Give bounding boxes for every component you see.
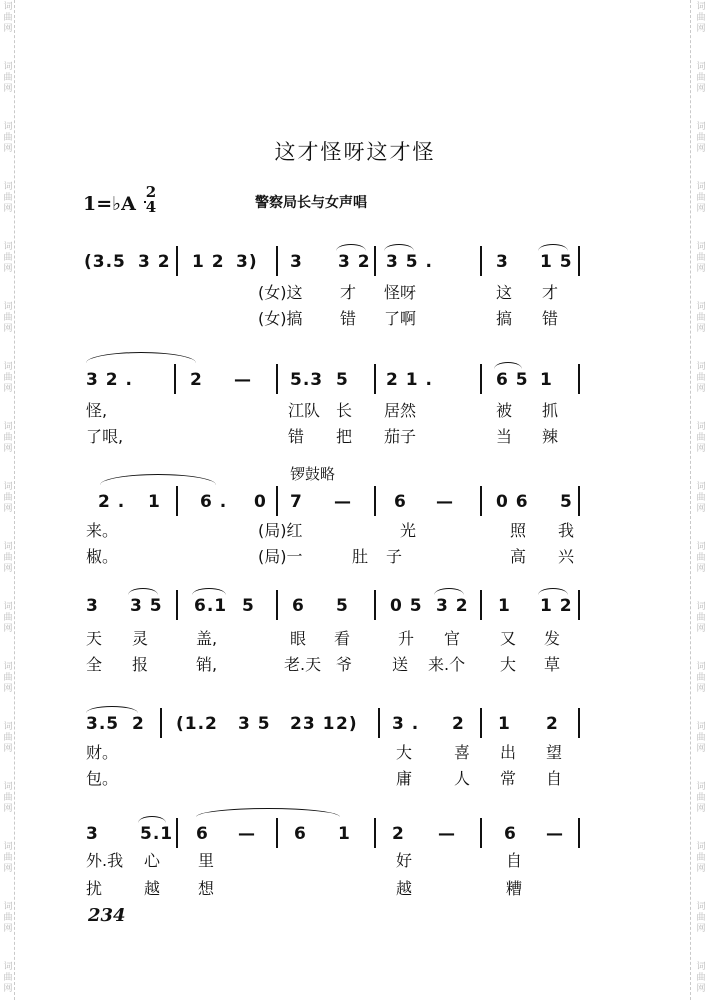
lyric: 想 [198, 879, 215, 898]
note: 3 2 [338, 252, 371, 272]
note: 3 2 [138, 252, 171, 272]
lyric: 发 [544, 629, 561, 648]
barline [174, 364, 176, 394]
barline [480, 486, 482, 516]
lyric: 当 [496, 427, 513, 446]
note: 2 [452, 714, 465, 734]
barline [160, 708, 162, 738]
note: 0 [254, 492, 267, 512]
note: 5.3 [290, 370, 324, 390]
watermark-stamp: 词 曲 网 [3, 362, 13, 394]
note: 1 [338, 824, 351, 844]
slur [336, 244, 366, 251]
watermark-stamp: 词 曲 网 [3, 182, 13, 214]
watermark-stamp: 词 曲 网 [696, 242, 706, 274]
watermark-stamp: 词 曲 网 [696, 722, 706, 754]
note: 3 [496, 252, 509, 272]
watermark-stamp: 词 曲 网 [696, 182, 706, 214]
note: 3 [86, 824, 99, 844]
lyric: 心 [144, 851, 161, 870]
time-bar [144, 201, 146, 203]
lyric: 这 [496, 283, 513, 302]
lyric: 来.个 [428, 655, 466, 674]
lyric: 喜 [454, 743, 471, 762]
lyric: 人 [454, 769, 471, 788]
note: 7 [290, 492, 303, 512]
note: 5.1 [140, 824, 174, 844]
lyric: 越 [396, 879, 413, 898]
lyric: 外.我 [86, 851, 124, 870]
key-signature: 1=♭A [83, 193, 136, 215]
lyric: 里 [198, 851, 215, 870]
lyric: 搞 [496, 309, 513, 328]
note: 6 5 [496, 370, 529, 390]
barline [276, 590, 278, 620]
note: 1 5 [540, 252, 573, 272]
barline [176, 590, 178, 620]
tie [86, 352, 196, 363]
time-signature [144, 185, 158, 215]
note: 2 . [98, 492, 126, 512]
lyric: 老.天 [284, 655, 322, 674]
note: — [334, 492, 352, 512]
lyric: 爷 [336, 655, 353, 674]
note: 2 [132, 714, 145, 734]
watermark-stamp: 词 曲 网 [696, 482, 706, 514]
note: 1 [498, 714, 511, 734]
watermark-stamp: 词 曲 网 [696, 122, 706, 154]
barline [176, 818, 178, 848]
watermark-stamp: 词 曲 网 [696, 542, 706, 574]
lyric: 大 [500, 655, 517, 674]
watermark-stamp: 词 曲 网 [3, 962, 13, 994]
slur [128, 588, 158, 595]
lyric: 全 [86, 655, 103, 674]
barline [578, 708, 580, 738]
barline [374, 246, 376, 276]
watermark-stamp: 词 曲 网 [3, 2, 13, 34]
lyric: 错 [542, 309, 559, 328]
slur [192, 588, 226, 595]
note: 23 1 [290, 714, 336, 734]
watermark-stamp: 词 曲 网 [3, 602, 13, 634]
barline [578, 486, 580, 516]
lyric: 怪呀 [384, 283, 417, 302]
barline [480, 818, 482, 848]
note: — [436, 492, 454, 512]
lyric: 才 [542, 283, 559, 302]
barline [578, 818, 580, 848]
note: 0 6 [496, 492, 529, 512]
lyric: (女)这 [258, 283, 303, 302]
lyric: 了哏, [86, 427, 124, 446]
page-number: 234 [88, 905, 126, 926]
lyric: 包。 [86, 769, 119, 788]
lyric: (局)一 [258, 547, 303, 566]
note: 3 [86, 596, 99, 616]
slur [138, 816, 166, 823]
lyric: 眼 [290, 629, 307, 648]
barline [374, 818, 376, 848]
slur [434, 588, 464, 595]
barline [480, 364, 482, 394]
lyric: 常 [500, 769, 517, 788]
watermark-stamp: 词 曲 网 [696, 602, 706, 634]
note: 1 [540, 370, 553, 390]
lyric: 长 [336, 401, 353, 420]
note: 5 [560, 492, 573, 512]
lyric: 好 [396, 851, 413, 870]
lyric: 被 [496, 401, 513, 420]
note: 5 [336, 596, 349, 616]
lyric: 了啊 [384, 309, 417, 328]
barline [578, 246, 580, 276]
lyric: 销, [196, 655, 218, 674]
note: 3.5 [86, 714, 120, 734]
watermark-stamp: 词 曲 网 [3, 422, 13, 454]
note: 2) [336, 714, 358, 734]
barline [374, 486, 376, 516]
note: 2 1 . [386, 370, 433, 390]
watermark-stamp: 词 曲 网 [3, 782, 13, 814]
watermark-stamp: 词 曲 网 [696, 62, 706, 94]
slur [538, 588, 568, 595]
lyric: 扰 [86, 879, 103, 898]
note: 6 [504, 824, 517, 844]
watermark-stamp: 词 曲 网 [3, 542, 13, 574]
note: 6 [292, 596, 305, 616]
note: 1 [498, 596, 511, 616]
lyric: 高 [510, 547, 527, 566]
lyric: 出 [500, 743, 517, 762]
barline [176, 486, 178, 516]
watermark-stamp: 词 曲 网 [3, 122, 13, 154]
lyric: 送 [392, 655, 409, 674]
note: — [234, 370, 252, 390]
note: 6 [294, 824, 307, 844]
lyric: 抓 [542, 401, 559, 420]
note: 3 [290, 252, 303, 272]
lyric: 错 [340, 309, 357, 328]
lyric: 看 [334, 629, 351, 648]
note: 3 2 . [86, 370, 133, 390]
note: 1 2 [540, 596, 573, 616]
barline [276, 246, 278, 276]
lyric: 灵 [132, 629, 149, 648]
note: 3 5 [130, 596, 163, 616]
watermark-stamp: 词 曲 网 [696, 662, 706, 694]
lyric: 又 [500, 629, 517, 648]
watermark-stamp: 词 曲 网 [696, 362, 706, 394]
lyric: 怪, [86, 401, 108, 420]
lyric: 越 [144, 879, 161, 898]
note: 6 [394, 492, 407, 512]
lyric: 财。 [86, 743, 119, 762]
barline [176, 246, 178, 276]
watermark-stamp: 词 曲 网 [696, 902, 706, 934]
note: 6.1 [194, 596, 228, 616]
note: — [546, 824, 564, 844]
note: 3 5 . [386, 252, 433, 272]
lyric: 望 [546, 743, 563, 762]
watermark-stamp: 词 曲 网 [3, 62, 13, 94]
barline [480, 590, 482, 620]
note: 5 [336, 370, 349, 390]
lyric: 自 [546, 769, 563, 788]
slur [86, 706, 138, 713]
lyric: 兴 [558, 547, 575, 566]
note: (3.5 [84, 252, 126, 272]
lyric: 江队 [288, 401, 321, 420]
note: — [438, 824, 456, 844]
barline [578, 364, 580, 394]
lyric: 光 [400, 521, 417, 540]
lyric: 草 [544, 655, 561, 674]
lyric: 糟 [506, 879, 523, 898]
watermark-stamp: 词 曲 网 [3, 302, 13, 334]
watermark-stamp: 词 曲 网 [696, 782, 706, 814]
barline [374, 364, 376, 394]
note: 2 [546, 714, 559, 734]
lyric: 天 [86, 629, 103, 648]
watermark-stamp: 词 曲 网 [696, 962, 706, 994]
lyric: 大 [396, 743, 413, 762]
performers-note: 警察局长与女声唱 [255, 195, 367, 211]
lyric: 官 [444, 629, 461, 648]
tie [196, 808, 340, 817]
watermark-stamp: 词 曲 网 [696, 422, 706, 454]
lyric: 照 [510, 521, 527, 540]
note: 3 . [392, 714, 420, 734]
note: 6 [196, 824, 209, 844]
note: 1 [148, 492, 161, 512]
watermark-stamp: 词 曲 网 [3, 902, 13, 934]
barline [480, 708, 482, 738]
watermark-stamp: 词 曲 网 [3, 722, 13, 754]
lyric: 升 [398, 629, 415, 648]
lyric: 把 [336, 427, 353, 446]
barline [276, 486, 278, 516]
slur [538, 244, 568, 251]
note: 3 5 [238, 714, 271, 734]
lyric: 辣 [542, 427, 559, 446]
watermark-stamp: 词 曲 网 [696, 302, 706, 334]
note: 2 [190, 370, 203, 390]
note: (1.2 [176, 714, 218, 734]
slur [494, 362, 522, 369]
lyric: 茄子 [384, 427, 417, 446]
watermark-stamp: 词 曲 网 [3, 842, 13, 874]
note: 3) [236, 252, 258, 272]
lyric: 肚 [352, 547, 369, 566]
note: 1 2 [192, 252, 225, 272]
lyric: 才 [340, 283, 357, 302]
gong-label: 锣鼓略 [290, 465, 336, 483]
lyric: 报 [132, 655, 149, 674]
lyric: 来。 [86, 521, 119, 540]
note: 6 . [200, 492, 228, 512]
note: — [238, 824, 256, 844]
watermark-stamp: 词 曲 网 [696, 842, 706, 874]
slur [384, 244, 414, 251]
lyric: 盖, [196, 629, 218, 648]
lyric: 我 [558, 521, 575, 540]
note: 3 2 [436, 596, 469, 616]
barline [578, 590, 580, 620]
barline [480, 246, 482, 276]
watermark-stamp: 词 曲 网 [3, 662, 13, 694]
watermark-stamp: 词 曲 网 [3, 242, 13, 274]
barline [276, 818, 278, 848]
lyric: (局)红 [258, 521, 303, 540]
note: 0 5 [390, 596, 423, 616]
lyric: 错 [288, 427, 305, 446]
lyric: 椒。 [86, 547, 119, 566]
watermark-stamp: 词 曲 网 [696, 2, 706, 34]
lyric: 自 [506, 851, 523, 870]
time-bottom: 4 [145, 198, 157, 216]
lyric: (女)搞 [258, 309, 303, 328]
note: 2 [392, 824, 405, 844]
lyric: 居然 [384, 401, 417, 420]
barline [374, 590, 376, 620]
note: 5 [242, 596, 255, 616]
lyric: 子 [386, 547, 403, 566]
watermark-stamp: 词 曲 网 [3, 482, 13, 514]
tie [100, 474, 216, 485]
song-title: 这才怪呀这才怪 [274, 140, 436, 164]
barline [276, 364, 278, 394]
time-top: 2 [145, 183, 157, 201]
barline [378, 708, 380, 738]
lyric: 庸 [396, 769, 413, 788]
